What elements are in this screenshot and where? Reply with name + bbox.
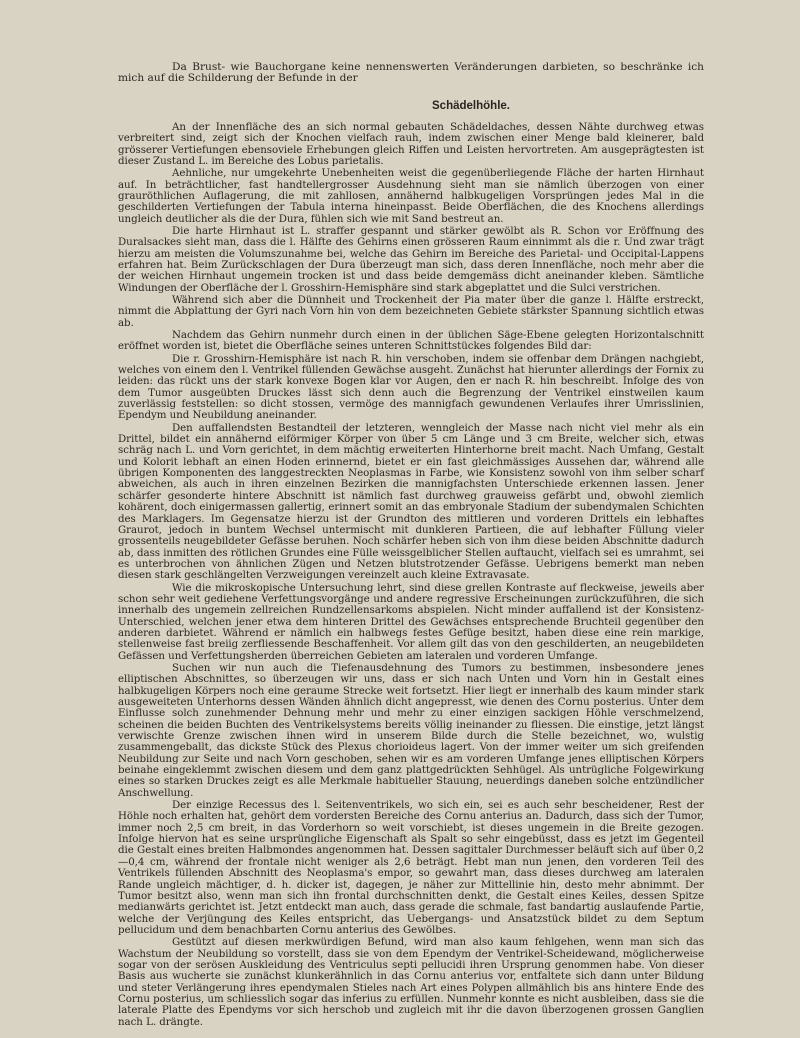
paragraph: An der Innenfläche des an sich normal gebauten Schädeldaches, dessen Nähte durchweg etwas verbreitert sind, zeigt sich der Knochen vielfach rauh, indem zwischen einer Menge bald kleinerer, bald grösserer Vertiefungen ebensoviele Erhebungen gleich Riffen und Leisten hervortreten. Am ausgeprägtesten ist dieser Zustand L. im Bereiche des Lobus parietalis. xyxy=(118,120,704,167)
paragraph: Gestützt auf diesen merkwürdigen Befund, wird man also kaum fehlgehen, wenn man sich das Wachstum der Neubildung so vorstellt, dass sie von dem Ependym der Ventrikel-Scheidewand, möglicherweise sogar von der serösen Auskleidung des Ventriculus septi pellucidi ihren Ursprung genommen habe. Von dieser Basis aus wucherte sie zunächst klunkerähnlich in das Cornu anterius vor, entfaltete sich dann unter Bildung und steter Verlängerung ihres ependymalen Stieles nach Art eines Polypen allmählich bis ans hintere Ende des Cornu posterius, um schliesslich sogar das inferius zu erfüllen. Nunmehr konnte es nicht ausbleiben, dass sie die laterale Platte des Ependyms vor sich herschob und zugleich mit ihr die davon überzogenen grossen Ganglien nach L. drängte. xyxy=(118,936,704,1028)
intro-sentence: Da Brust- wie Bauchorgane keine nennenswerten Veränderungen darbieten, so beschränke ich mich auf die Schilderung der Befunde in der xyxy=(118,61,704,85)
paragraph: Der einzige Recessus des l. Seitenventrikels, wo sich ein, sei es auch sehr bescheidener, Rest der Höhle noch erhalten hat, gehört dem vordersten Bereiche des Cornu anterius an. Dadurch, dass sich der Tumor, immer noch 2,5 cm breit, in das Vorderhorn so weit vorschiebt, ist dieses ungemein in die Breite gezogen. Infolge hiervon hat es seine ursprüngliche Eigenschaft als Spalt so sehr eingebüsst, dass es jetzt im Gegenteil die Gestalt eines breiten Halbmondes angenommen hat. Dessen sagittaler Durchmesser beläuft sich auf über 0,2—0,4 cm, während der frontale nicht weniger als 2,6 beträgt. Hebt man nun jenen, den vorderen Teil des Ventrikels füllenden Abschnitt des Neoplasma's empor, so gewahrt man, dass dieses durchweg am lateralen Rande ungleich mächtiger, d. h. dicker ist, dagegen, je näher zur Mittellinie hin, desto mehr abnimmt. Der Tumor besitzt also, wenn man sich ihn frontal durchschnitten denkt, die Gestalt eines Keiles, dessen Spitze medianwärts gerichtet ist. Jetzt entdeckt man auch, dass gerade die schmale, fast bandartig auslaufende Partie, welche der Verjüngung des Keiles entspricht, das Uebergangs- und Ansatzstück bildet zu dem Septum pellucidum und dem benachbarten Cornu anterius des Gewölbes. xyxy=(118,799,704,936)
paragraph: Nachdem das Gehirn nunmehr durch einen in der üblichen Säge-Ebene gelegten Horizontalschnitt eröffnet worden ist, bietet die Oberfläche seines unteren Schnittstückes folgendes Bild dar: xyxy=(118,329,704,353)
section-heading: Schädelhöhle. xyxy=(432,99,510,112)
paragraph: Die harte Hirnhaut ist L. straffer gespannt und stärker gewölbt als R. Schon vor Eröffnung des Duralsackes sieht man, dass die l. Hälfte des Gehirns einen grösseren Raum einnimmt als die r. Und zwar trägt hierzu am meisten die Volumszunahme bei, welche das Gehirn im Bereiche des Parietal- und Occipital-Lappens erfahren hat. Beim Zurückschlagen der Dura überzeugt man sich, dass deren Innenfläche, noch mehr aber die der weichen Hirnhaut ungemein trocken ist und dass beide demgemäss dicht aneinander kleben. Sämtliche Windungen der Oberfläche der l. Grosshirn-Hemisphäre sind stark abgeplattet und die Sulci verstrichen. xyxy=(118,224,704,294)
body-text xyxy=(118,122,704,1028)
paragraph: Während sich aber die Dünnheit und Trockenheit der Pia mater über die ganze l. Hälfte erstreckt, nimmt die Abplattung der Gyri nach Vorn hin von dem bezeichneten Gebiete stärkster Spannung sichtlich etwas ab. xyxy=(118,293,704,329)
paragraph: Die r. Grosshirn-Hemisphäre ist nach R. hin verschoben, indem sie offenbar dem Drängen nachgiebt, welches von einem den l. Ventrikel füllenden Gewächse ausgeht. Zunächst hat hierunter allerdings der Fornix zu leiden: das rückt uns der stark konvexe Bogen klar vor Augen, den er nach R. hin beschreibt. Infolge des von dem Tumor ausgeübten Druckes lässt sich denn auch die Begrenzung der Ventrikel einstweilen kaum zuverlässig feststellen: so dicht stossen, vermöge des mannigfach gewundenen Verlaufes ihrer Umrisslinien, Ependym und Neubildung aneinander. xyxy=(118,352,704,422)
paragraph: Den auffallendsten Bestandteil der letzteren, wenngleich der Masse nach nicht viel mehr als ein Drittel, bildet ein annähernd eiförmiger Körper von über 5 cm Länge und 3 cm Breite, welcher sich, etwas schräg nach L. und Vorn gerichtet, in dem mächtig erweiterten Hinterhorne breit macht. Nach Umfang, Gestalt und Kolorit lebhaft an einen Hoden erinnernd, bietet er ein fast gleichmässiges Aussehen dar, während alle übrigen Komponenten des langgestreckten Neoplasmas in Farbe, wie Konsistenz sowohl von ihm selber scharf abweichen, als auch in ihren einzelnen Bezirken die mannigfachsten Unterschiede erkennen lassen. Jener schärfer gesonderte hintere Abschnitt ist nämlich fast durchweg grauweiss gefärbt und, obwohl ziemlich kohärent, doch einigermassen gallertig, erinnert somit an das embryonale Stadium der subendymalen Schichten des Marklagers. Im Gegensatze hierzu ist der Grundton des mittleren und vorderen Drittels ein lebhaftes Graurot, jedoch in buntem Wechsel untermischt mit dunkleren Partieen, die auf lebhafter Füllung vieler grossenteils neugebildeter Gefässe beruhen. Noch schärfer heben sich von ihm diese beiden Abschnitte dadurch ab, dass inmitten des rötlichen Grundes eine Fülle weissgelblicher Stellen auftaucht, vielfach sei es umrahmt, sei es unterbrochen von ähnlichen Zügen und Netzen blutstrotzender Gefässe. Uebrigens bemerkt man neben diesen stark geschlängelten Verzweigungen vereinzelt auch kleine Extravasate. xyxy=(118,421,704,582)
paragraph: Aehnliche, nur umgekehrte Unebenheiten weist die gegenüberliegende Fläche der harten Hirnhaut auf. In beträchtlicher, fast handtellergrosser Ausdehnung sieht man sie nämlich überzogen von einer grauröthlichen Auflagerung, die mit zahllosen, annähernd halbkugeligen Vorsprüngen jedes Mal in die geschilderten Vertiefungen der Tabula interna hineinpasst. Beide Oberflächen, die des Knochens allerdings ungleich deutlicher als die der Dura, fühlen sich wie mit Sand bestreut an. xyxy=(118,167,704,225)
intro-text xyxy=(118,62,704,85)
paragraph: Suchen wir nun auch die Tiefenausdehnung des Tumors zu bestimmen, insbesondere jenes elliptischen Abschnittes, so überzeugen wir uns, dass er sich nach Unten und Vorn hin in Gestalt eines halbkugeligen Körpers noch eine geraume Strecke weit fortsetzt. Hier liegt er innerhalb des kaum minder stark ausgeweiteten Unterhorns dessen Wänden ähnlich dicht angepresst, wie denen des Cornu posterius. Unter dem Einflusse solch zunehmender Dehnung mehr und mehr zu einer einzigen sackigen Höhle verschmelzend, scheinen die beiden Buchten des Ventrikelsystems bereits völlig ineinander zu fliessen. Die einstige, jetzt längst verwischte Grenze zwischen ihnen wird in unserem Bilde durch die Stelle bezeichnet, wo, wulstig zusammengeballt, das dickste Stück des Plexus chorioideus lagert. Von der immer weiter um sich greifenden Neubildung zur Seite und nach Vorn geschoben, sehen wir es am vorderen Umfange jenes elliptischen Körpers beinahe eingeklemmt zwischen diesem und dem ganz plattgedrückten Sehhügel. Als untrügliche Folgewirkung eines so starken Druckes zeigt es alle Merkmale habitueller Stauung, neuerdings daneben solche entzündlicher Anschwellung. xyxy=(118,661,704,799)
paragraph: Wie die mikroskopische Untersuchung lehrt, sind diese grellen Kontraste auf fleckweise, jeweils aber schon sehr weit gediehene Verfettungsvorgänge und andere regressive Erscheinungen zurückzuführen, die sich innerhalb des ungemein zellreichen Rundzellensarkoms abspielen. Nicht minder auffallend ist der Konsistenz-Unterschied, welchen jener etwa dem hinteren Drittel des Gewächses entsprechende Bruchteil gegenüber den anderen darbietet. Während er nämlich ein halbwegs festes Gefüge besitzt, haben diese eine rein markige, stellenweise fast breiig zerfliessende Beschaffenheit. Vor allem gilt das von den geschilderten, an neugebildeten Gefässen und Verfettungsherden überreichen Gebieten am lateralen und vorderen Umfange. xyxy=(118,581,704,662)
